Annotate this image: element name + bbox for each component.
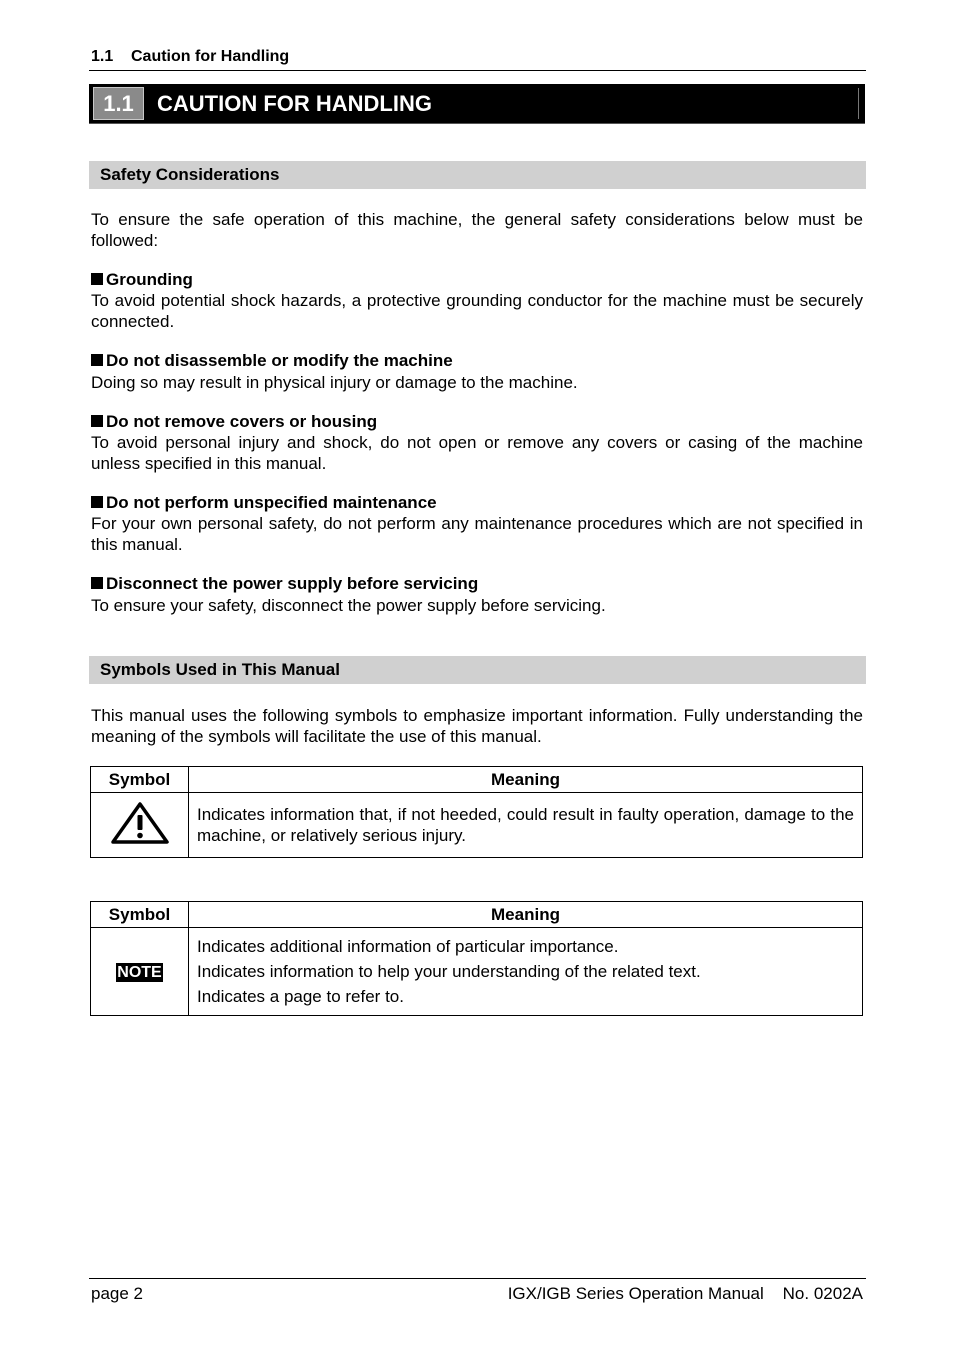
meaning-line: Indicates information to help your understanding of the related text. bbox=[197, 962, 701, 981]
bullet-square-icon bbox=[91, 577, 103, 589]
safety-item-text: To avoid potential shock hazards, a protective grounding conductor for the machine must be securely connected. bbox=[91, 291, 863, 331]
safety-item-text: For your own personal safety, do not perform any maintenance procedures which are not specified in this manual. bbox=[91, 514, 863, 554]
footer-rule bbox=[89, 1278, 866, 1279]
safety-item-text: To ensure your safety, disconnect the power supply before servicing. bbox=[91, 596, 606, 615]
meaning-cell: Indicates information that, if not heeded, could result in faulty operation, damage to the machine, or relatively serious injury. bbox=[189, 793, 863, 858]
safety-item-title: Do not remove covers or housing bbox=[91, 412, 377, 432]
safety-intro: To ensure the safe operation of this machine, the general safety considerations below must be followed: bbox=[91, 210, 863, 250]
running-header bbox=[91, 48, 289, 66]
bullet-square-icon bbox=[91, 273, 103, 285]
meaning-line: Indicates a page to refer to. bbox=[197, 987, 404, 1006]
column-header-symbol: Symbol bbox=[91, 902, 189, 928]
safety-item-title: Grounding bbox=[91, 270, 193, 290]
chapter-title: CAUTION FOR HANDLING bbox=[157, 91, 432, 116]
meaning-cell bbox=[189, 928, 863, 1016]
bullet-square-icon bbox=[91, 354, 103, 366]
column-header-meaning: Meaning bbox=[189, 767, 863, 793]
document-number: No. 0202A bbox=[782, 1284, 863, 1303]
chapter-title-bar bbox=[89, 84, 865, 124]
warning-symbol-table bbox=[90, 766, 863, 858]
footer-manual-info bbox=[508, 1284, 863, 1304]
safety-item-title: Do not perform unspecified maintenance bbox=[91, 493, 437, 513]
page-number: page 2 bbox=[91, 1284, 143, 1303]
running-header-number: 1.1 bbox=[91, 48, 114, 65]
safety-section-heading bbox=[89, 161, 866, 189]
bullet-square-icon bbox=[91, 415, 103, 427]
safety-item-text: To avoid personal injury and shock, do not open or remove any covers or casing of the machine unless specified in this manual. bbox=[91, 433, 863, 473]
bullet-square-icon bbox=[91, 496, 103, 508]
symbols-intro: This manual uses the following symbols to emphasize important information. Fully understanding the meaning of the symbols will facilitate the use of this manual. bbox=[91, 706, 863, 746]
symbol-cell bbox=[91, 793, 189, 858]
column-header-symbol: Symbol bbox=[91, 767, 189, 793]
safety-item-text: Doing so may result in physical injury or damage to the machine. bbox=[91, 373, 578, 392]
symbol-cell bbox=[91, 928, 189, 1016]
chapter-number: 1.1 bbox=[93, 87, 144, 120]
note-badge: NOTE bbox=[117, 963, 162, 981]
warning-triangle-icon bbox=[110, 801, 170, 845]
symbols-heading-text: Symbols Used in This Manual bbox=[100, 660, 340, 679]
title-bar-end-mark bbox=[858, 88, 859, 119]
meaning-line: Indicates additional information of particular importance. bbox=[197, 937, 619, 956]
safety-heading-text: Safety Considerations bbox=[100, 165, 280, 184]
safety-item-title: Disconnect the power supply before servicing bbox=[91, 574, 478, 594]
header-rule bbox=[89, 70, 866, 71]
running-header-title: Caution for Handling bbox=[131, 48, 290, 65]
safety-item-title: Do not disassemble or modify the machine bbox=[91, 351, 453, 371]
column-header-meaning: Meaning bbox=[189, 902, 863, 928]
symbols-section-heading bbox=[89, 656, 866, 684]
note-symbol-table bbox=[90, 901, 863, 1016]
manual-title: IGX/IGB Series Operation Manual bbox=[507, 1284, 764, 1303]
